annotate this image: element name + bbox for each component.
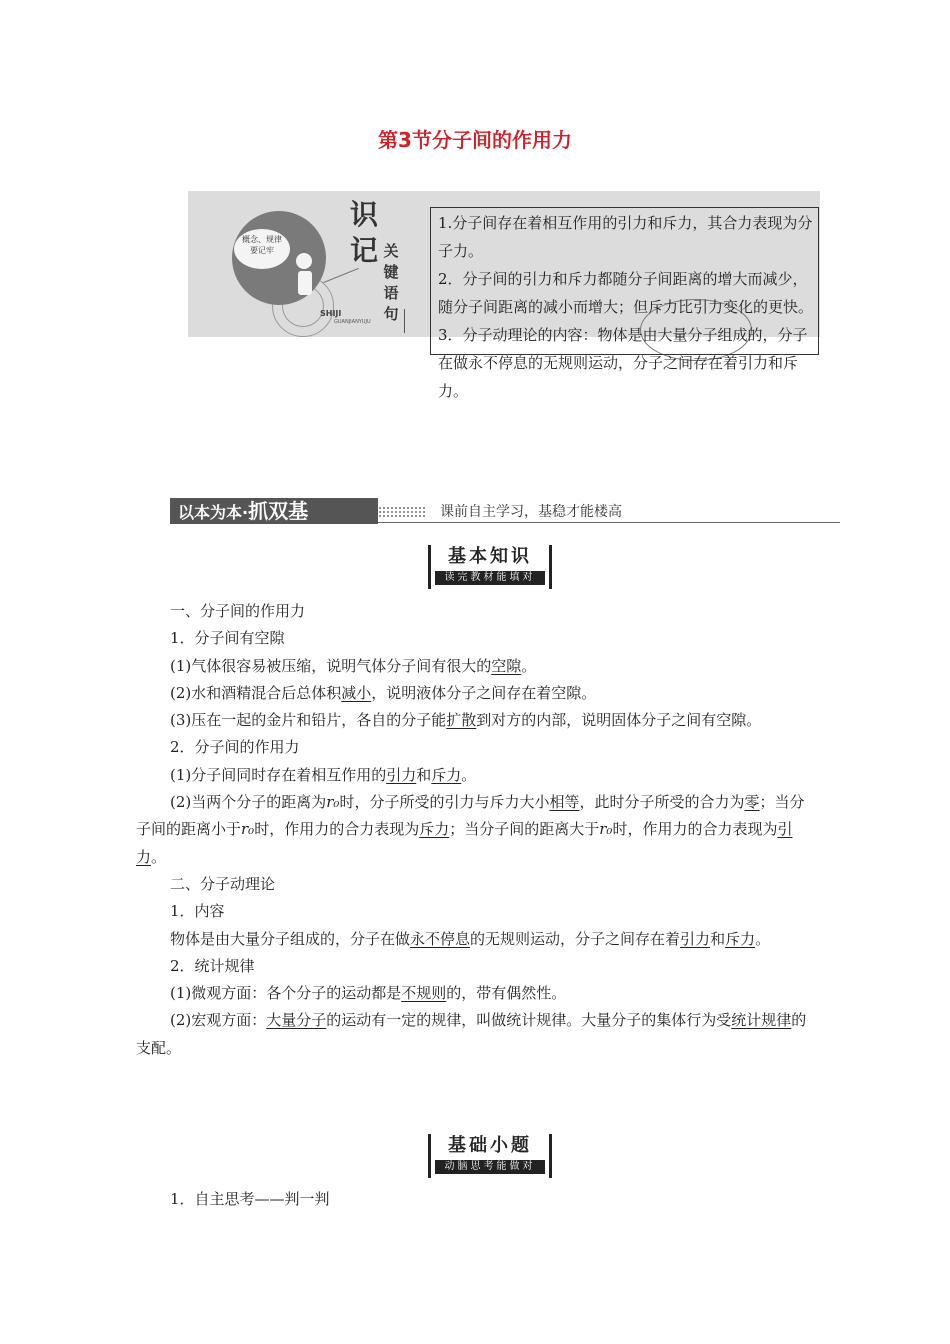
memo-item: 2．分子间的引力和斥力都随分子间距离的增大而减少，随分子间距离的减小而增大；但斥力比引力变化的更快。 [438, 270, 814, 316]
paragraph [136, 707, 816, 734]
text: 时，分子所受的引力与斥力大小 [339, 793, 550, 812]
text: (3)压在一起的金片和铅片，各自的分子能 [170, 711, 447, 730]
badge-sub: 读完教材能填对 [435, 571, 545, 585]
person-icon [296, 253, 312, 269]
badge-main: 基本知识 [448, 546, 532, 567]
text: ；当分子间的距离小于 [136, 793, 805, 839]
text: (2)宏观方面： [170, 1011, 267, 1030]
paragraph [136, 653, 816, 680]
subheading: 2．分子间的作用力 [170, 738, 300, 757]
subheading: 2．统计规律 [170, 956, 255, 975]
fill-answer: 扩散 [446, 711, 477, 730]
text: 。 [151, 847, 167, 866]
section-label-a: 以本为本· [178, 503, 249, 522]
page-title: 第3节分子间的作用力 [378, 128, 572, 152]
pinyin-top: SHIJI [320, 309, 342, 318]
text: 。 [755, 929, 771, 948]
fill-answer: 减小 [341, 683, 372, 702]
text: (1)分子间同时存在着相互作用的 [170, 765, 387, 784]
text: 时，作用力的合力表现为 [612, 820, 778, 839]
paragraph [136, 762, 816, 789]
memo-items [438, 209, 818, 405]
paragraph [136, 1007, 816, 1062]
section-header [170, 498, 840, 524]
paragraph [136, 980, 816, 1007]
text: (2)当两个分子的距离为 [170, 793, 327, 812]
fill-answer: 引力 [136, 820, 793, 866]
symbol-r0: r₀ [599, 820, 613, 839]
fill-answer: 相等 [549, 793, 580, 812]
dot-pattern [378, 506, 426, 518]
heading: 二、分子动理论 [170, 874, 276, 893]
questions-body [136, 1186, 816, 1213]
badge-sub: 动脑思考能做对 [435, 1160, 545, 1174]
fill-answer: 斥力 [431, 765, 462, 784]
subheading: 1．内容 [170, 902, 225, 921]
text: 和 [416, 765, 432, 784]
badge-main: 基础小题 [448, 1135, 532, 1156]
badge-basic-questions [428, 1134, 552, 1178]
fill-answer: 大量分子 [266, 1011, 327, 1030]
arrow-icon [323, 268, 359, 283]
paragraph [136, 789, 816, 871]
paragraph [136, 926, 816, 953]
text: ；当分子间的距离大于 [449, 820, 600, 839]
pinyin-bottom: GUANJIANYUJU [334, 319, 371, 325]
text: ，说明液体分子之间存在着空隙。 [371, 683, 597, 702]
text: 的支配。 [136, 1011, 807, 1057]
text: 到对方的内部，说明固体分子之间有空隙。 [476, 711, 762, 730]
heading: 一、分子间的作用力 [170, 602, 306, 620]
symbol-r0: r₀ [326, 793, 340, 812]
fill-answer: 引力 [386, 765, 417, 784]
fill-answer: 空隙 [491, 656, 522, 675]
text: 物体是由大量分子组成的，分子在做 [170, 929, 411, 948]
memo-item: 3．分子动理论的内容：物体是由大量分子组成的，分子在做永不停息的无规则运动，分子之间存在着引力和斥力。 [438, 326, 808, 400]
person-body-icon [298, 271, 312, 295]
text: 的运动有一定的规律，叫做统计规律。大量分子的集体行为受 [326, 1011, 732, 1030]
badge-basic-knowledge [428, 545, 552, 589]
question-heading: 1．自主思考——判一判 [170, 1190, 330, 1208]
speech-bubble [234, 229, 290, 269]
fill-answer: 永不停息 [410, 929, 471, 948]
text: 时，作用力的合力表现为 [254, 820, 420, 839]
section-slogan: 课前自主学习，基稳才能楼高 [440, 504, 622, 520]
fill-answer: 引力 [680, 929, 711, 948]
divider [404, 309, 405, 333]
fill-answer: 斥力 [419, 820, 450, 839]
text: 。 [461, 765, 477, 784]
paragraph [136, 680, 816, 707]
section-label [170, 498, 378, 524]
text: (1)气体很容易被压缩，说明气体分子间有很大的 [170, 656, 492, 675]
fill-answer: 斥力 [725, 929, 756, 948]
text: 和 [710, 929, 726, 948]
memo-big-label: 识记 [349, 198, 378, 267]
memo-side-label: 关键语句 [383, 242, 399, 323]
text: 的无规则运动，分子之间存在着 [470, 929, 681, 948]
fill-answer: 不规则 [401, 984, 447, 1003]
text: 。 [521, 656, 537, 675]
text: 的，带有偶然性。 [446, 984, 567, 1003]
knowledge-body [136, 598, 816, 1062]
text: ，此时分子所受的合力为 [579, 793, 745, 812]
bubble-text: 概念、规律 要记牢 [242, 235, 282, 255]
symbol-r0: r₀ [241, 820, 255, 839]
subheading: 1．分子间有空隙 [170, 629, 285, 648]
memo-item: 1.分子间存在着相互作用的引力和斥力，其合力表现为分子力。 [438, 214, 813, 260]
fill-answer: 零 [744, 793, 760, 812]
fill-answer: 统计规律 [731, 1011, 792, 1030]
text: (2)水和酒精混合后总体积 [170, 683, 342, 702]
section-label-b: 抓双基 [248, 499, 309, 523]
section-rule [378, 522, 840, 523]
text: (1)微观方面：各个分子的运动都是 [170, 984, 402, 1003]
